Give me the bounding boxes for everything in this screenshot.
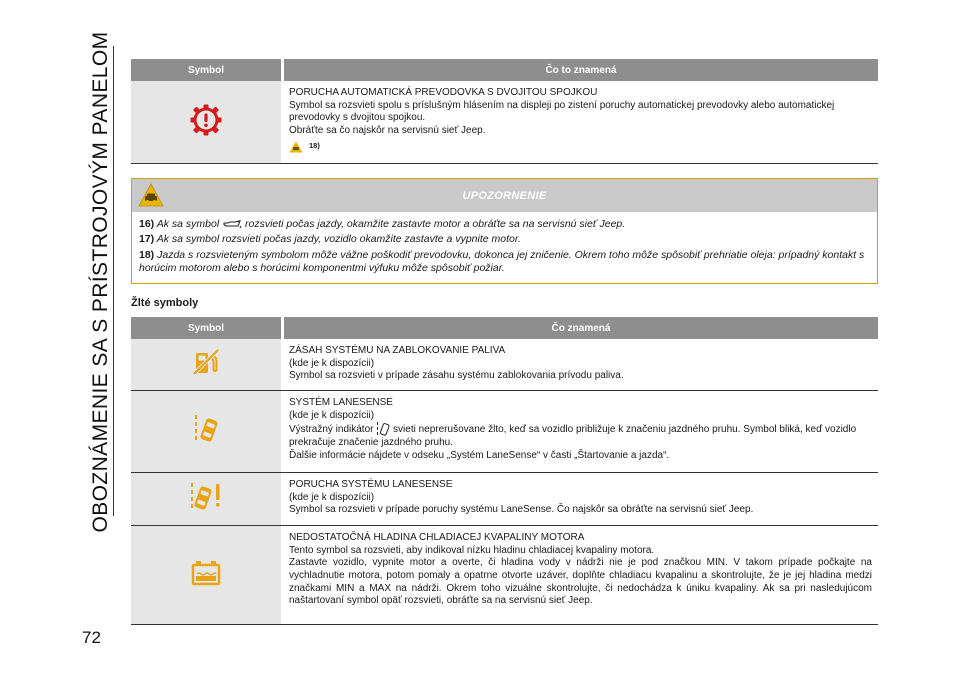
side-title-text: OBOZNÁMENIE SA S PRÍSTROJOVÝM PANELOM [89,31,112,533]
warning-triangle-icon [289,141,303,153]
table-row [131,339,878,391]
symbol-cell [131,473,281,525]
row-text: Tento symbol sa rozsvieti, aby indikoval nízku hladinu chladiacej kvapaliny motora. [289,544,655,556]
table1-header [131,59,878,81]
gear-warning-icon [189,103,223,142]
row-text: Zastavte vozidlo, vypnite motor a overte, či hladina vody v nádrži nie je pod značkou MIN. V takom prípade počkajte na vychladnutie motora, potom pomaly a opatrne otvorte uzáver, doplňte chladiacu kvapalinu a skontrolujte, že je jej hladina medzi značkami MIN a MAX na nádrži. Okrem toho vizuálne skontrolujte, či nedochádza k úniku kvapaliny. Ak sa pri nasledujúcom naštartovaní symbol opäť rozsvieti, obráťte sa na servisnú sieť Jeep. [289,557,872,607]
warning-body [132,212,877,283]
row-text [289,422,872,450]
table2-col-meaning: Čo znamená [284,317,878,339]
row-title: SYSTÉM LANESENSE [289,397,393,409]
table1-col-meaning: Čo to znamená [284,59,878,81]
warning-note [139,233,870,246]
table-row [131,81,878,164]
row-text: (kde je k dispozícii) [289,409,375,421]
warning-box [131,178,878,284]
lanesense-fault-icon [188,481,224,518]
note-text: Ak sa symbol [156,218,220,230]
coolant-level-icon [189,559,223,592]
meaning-cell [284,81,878,163]
page-number: 72 [82,628,101,647]
note-text: Ak sa symbol rozsvieti počas jazdy, vozidlo okamžite zastavte a vypnite motor. [156,233,521,246]
meaning-cell [284,339,878,390]
symbol-cell [131,526,281,624]
symbol-cell [131,339,281,390]
symbol-cell [131,391,281,472]
row-text: (kde je k dispozícii) [289,357,375,369]
row-title: PORUCHA AUTOMATICKÁ PREVODOVKA S DVOJITOU SPOJKOU [289,87,598,98]
note-number: 18) [139,248,155,261]
row-title: ZÁSAH SYSTÉMU NA ZABLOKOVANIE PALIVA [289,345,506,357]
table1-col-symbol: Symbol [131,59,281,81]
warning-car-icon [138,183,164,212]
row-text: Obráťte sa čo najskôr na servisnú sieť Jeep. [289,124,486,136]
note-text: Jazda s rozsvieteným symbolom môže vážne poškodiť prevodovku, dokonca jej zničenie. Okrem toho môže spôsobiť prehriatie oleja: prípadný kontakt s horúcim motorom alebo s horúcimi komponentmi výfuku môže spôsobiť požiar. [139,248,865,274]
side-divider [113,46,114,516]
table-row [131,473,878,526]
meaning-cell [284,526,878,624]
note-ref-number: 18) [309,141,320,151]
row-text: Symbol sa rozsvieti v prípade poruchy systému LaneSense. Čo najskôr sa obráťte na servisnú sieť Jeep. [289,504,754,516]
note-number: 16) [139,218,155,230]
inline-text: svieti neprerušovane žlto, keď sa vozidlo približuje k značeniu jazdného pruhu. Symbol bliká, keď vozidlo prekračuje značenie jazdného pruhu. [289,424,857,449]
warning-note [139,218,870,231]
row-text: Symbol sa rozsvieti spolu s príslušným hlásením na displeji po zistení poruchy automatickej prevodovky alebo automatickej prevodovky s dvojitou spojkou. [289,99,835,124]
meaning-cell [284,391,878,472]
note-text: rozsvieti počas jazdy, okamžite zastavte motor a obráťte sa na servisnú sieť Jeep. [245,218,626,230]
note-reference [289,140,872,153]
fuel-cutoff-icon [191,347,221,382]
lanesense-icon [191,413,221,450]
table2-col-symbol: Symbol [131,317,281,339]
page-content [131,59,878,625]
note-number: 17) [139,233,155,246]
row-title: NEDOSTATOČNÁ HLADINA CHLADIACEJ KVAPALINY MOTORA [289,532,585,544]
symbol-cell [131,81,281,163]
meaning-cell [284,473,878,525]
table-row [131,391,878,473]
oil-pressure-icon [222,220,242,229]
row-text: Ďalšie informácie nájdete v odseku „Systém LaneSense“ v časti „Štartovanie a jazda“. [289,449,670,461]
warning-title: UPOZORNENIE [462,189,547,202]
row-title: PORUCHA SYSTÉMU LANESENSE [289,479,453,491]
warning-header [132,179,877,212]
row-text: Symbol sa rozsvieti v prípade zásahu systému zablokovania prívodu paliva. [289,370,624,382]
lanesense-inline-icon [376,422,390,437]
table-row [131,526,878,625]
table2-header [131,317,878,339]
section-heading: Žlté symboly [131,297,199,310]
inline-text: Výstražný indikátor [289,424,374,436]
row-text: (kde je k dispozícii) [289,491,375,503]
warning-note [139,249,870,276]
